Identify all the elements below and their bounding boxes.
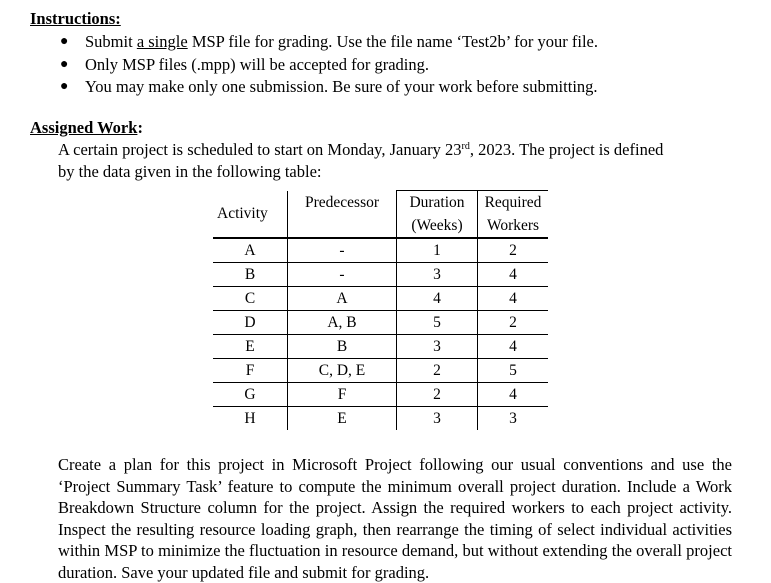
header-predecessor: Predecessor [288,191,397,239]
cell-workers: 4 [478,263,549,287]
header-activity: Activity [213,191,288,239]
cell-predecessor: B [288,335,397,359]
header-required: Required [478,191,549,215]
table-row [213,311,548,335]
cell-activity: D [213,311,288,335]
table-row [213,359,548,383]
cell-workers: 2 [478,238,549,263]
closing-paragraph: Create a plan for this project in Microsoft Project following our usual conventions and use the ‘Project Summary Task’ feature to compute the minimum overall project duration. Include a Work Breakdown Structure column for the project. Assign the required workers to each project activity. Inspect the resulting resource loading graph, then rearrange the timing of select individual activities within MSP to minimize the fluctuation in resource demand, but without extending the overall project duration. Save your updated file and submit for grading. [58,455,732,582]
header-duration-unit: (Weeks) [397,214,478,238]
cell-workers: 3 [478,407,549,431]
instruction-item: ● Only MSP files (.mpp) will be accepted for grading. [60,54,598,77]
cell-activity: A [213,238,288,263]
cell-duration: 3 [397,335,478,359]
cell-duration: 5 [397,311,478,335]
table-row [213,238,548,263]
cell-duration: 1 [397,238,478,263]
table-row [213,335,548,359]
cell-activity: G [213,383,288,407]
activity-table [213,190,548,430]
cell-workers: 4 [478,287,549,311]
cell-predecessor: F [288,383,397,407]
cell-workers: 4 [478,335,549,359]
intro-paragraph: A certain project is scheduled to start on Monday, January 23rd, 2023. The project is defined by the data given in the following table: [58,140,664,181]
table-row [213,263,548,287]
table-row [213,383,548,407]
assigned-work-heading: Assigned Work: [30,118,143,137]
cell-predecessor: - [288,263,397,287]
cell-predecessor: - [288,238,397,263]
instructions-heading: Instructions: [30,9,121,28]
cell-workers: 4 [478,383,549,407]
table-row [213,407,548,431]
cell-activity: E [213,335,288,359]
cell-activity: F [213,359,288,383]
bullet-icon: ● [60,56,69,72]
cell-duration: 4 [397,287,478,311]
cell-predecessor: C, D, E [288,359,397,383]
cell-predecessor: A [288,287,397,311]
cell-duration: 2 [397,383,478,407]
cell-workers: 5 [478,359,549,383]
header-duration: Duration [397,191,478,215]
table-body [213,238,548,430]
cell-activity: C [213,287,288,311]
instructions-list [60,31,598,99]
cell-activity: B [213,263,288,287]
cell-activity: H [213,407,288,431]
bullet-icon: ● [60,79,69,94]
cell-duration: 3 [397,263,478,287]
cell-predecessor: A, B [288,311,397,335]
header-workers: Workers [478,214,549,238]
instruction-item: ● Submit a single MSP file for grading. Use the file name ‘Test2b’ for your file. [60,31,598,54]
cell-duration: 2 [397,359,478,383]
bullet-icon: ● [60,34,69,49]
instruction-item: ● You may make only one submission. Be sure of your work before submitting. [60,76,598,99]
table-row [213,287,548,311]
cell-duration: 3 [397,407,478,431]
cell-predecessor: E [288,407,397,431]
cell-workers: 2 [478,311,549,335]
